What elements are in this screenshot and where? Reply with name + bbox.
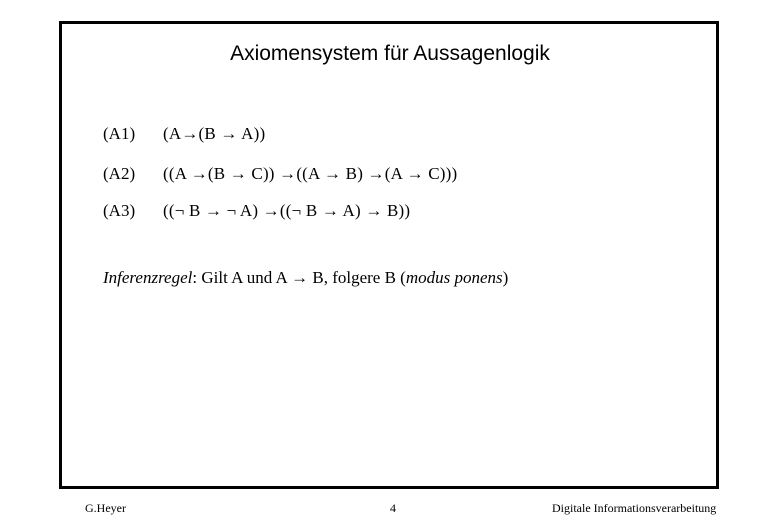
axiom-label-a2: (A2): [103, 164, 136, 183]
slide-title: Axiomensystem für Aussagenlogik: [230, 42, 550, 65]
axiom-label-a1: (A1): [103, 124, 136, 143]
footer-page-number: 4: [390, 501, 396, 515]
inference-text-after: ): [502, 268, 509, 287]
inference-term: Inferenzregel: [103, 268, 193, 287]
axiom-label-a3: (A3): [103, 201, 136, 220]
axiom-formula-a3: ((¬ B → ¬ A) →((¬ B → A) → B)): [163, 201, 411, 220]
footer-author: G.Heyer: [85, 501, 126, 515]
axiom-formula-a2: ((A →(B → C)) →((A → B) →(A → C))): [163, 164, 458, 183]
inference-rule: [103, 268, 508, 288]
footer-course-title: Digitale Informationsverarbeitung: [552, 501, 717, 515]
inference-text-before: Gilt A und A → B, folgere B (: [197, 268, 406, 287]
axiom-formula-a1: (A→(B → A)): [163, 124, 266, 143]
inference-rule-name: modus ponens: [405, 268, 503, 287]
inference-colon: :: [192, 268, 198, 287]
slide-frame: [59, 21, 719, 489]
